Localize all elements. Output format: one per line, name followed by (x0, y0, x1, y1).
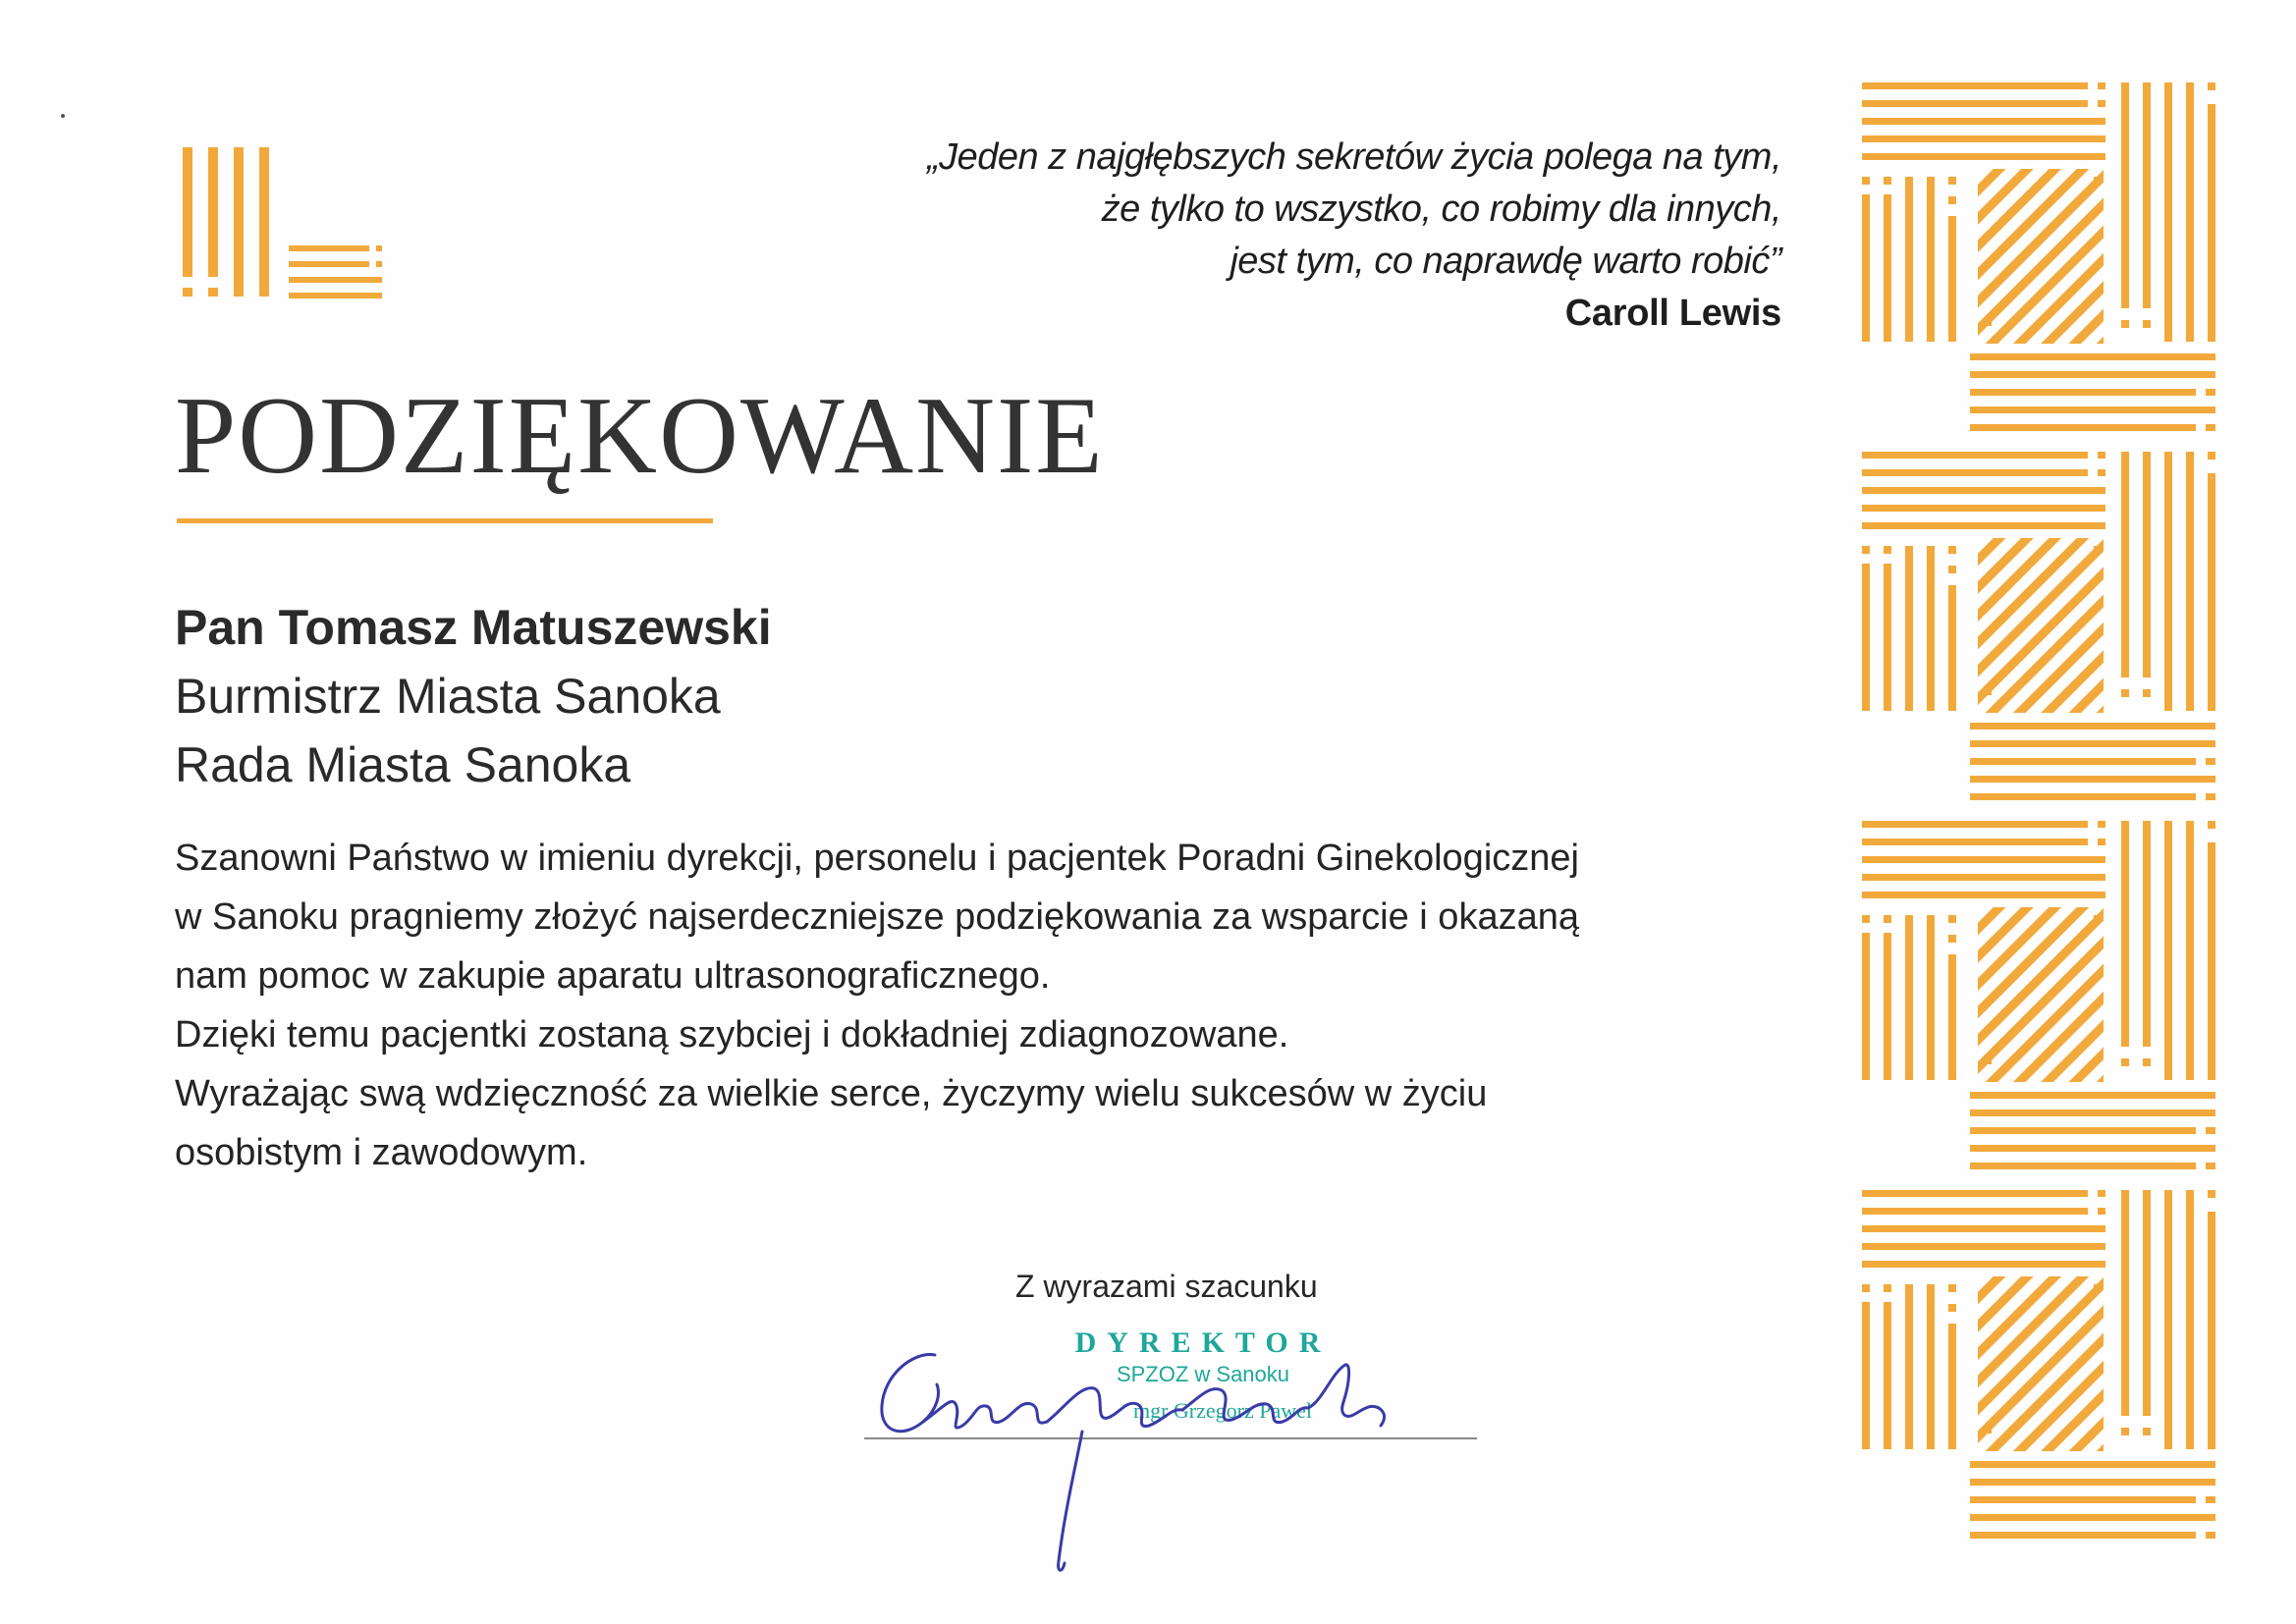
recipient-council: Rada Miasta Sanoka (175, 737, 631, 792)
stamp-title: DYREKTOR (1074, 1326, 1332, 1359)
decorative-pattern-icon (1862, 82, 2217, 1557)
page-title: PODZIĘKOWANIE (175, 375, 1105, 497)
body-line: nam pomoc w zakupie aparatu ultrasonograficznego. (175, 955, 1051, 997)
closing-phrase: Z wyrazami szacunku (1015, 1269, 1318, 1304)
signature-icon (854, 1316, 1404, 1581)
body-line: osobistym i zawodowym. (175, 1132, 588, 1173)
recipient-title: Burmistrz Miasta Sanoka (175, 669, 721, 724)
body-line: w Sanoku pragniemy złożyć najserdeczniejsze podziękowania za wsparcie i okazaną (175, 896, 1579, 938)
body-line: Szanowni Państwo w imieniu dyrekcji, personelu i pacjentek Poradni Ginekologicznej (175, 838, 1579, 879)
stamp-organization: SPZOZ w Sanoku (1116, 1362, 1290, 1386)
quote-line: jest tym, co naprawdę warto robić” (1230, 241, 1781, 282)
body-line: Dzięki temu pacjentki zostaną szybciej i dokładniej zdiagnozowane. (175, 1014, 1289, 1056)
letter-body (175, 829, 1766, 1182)
quote-line: „Jeden z najgłębszych sekretów życia polega na tym, (926, 136, 1781, 178)
title-underline (177, 518, 713, 523)
quote-line: że tylko to wszystko, co robimy dla innych, (1101, 189, 1781, 230)
recipients-block (175, 593, 772, 799)
quote-author: Caroll Lewis (1564, 293, 1781, 334)
body-line: Wyrażając swą wdzięczność za wielkie serce, życzymy wielu sukcesów w życiu (175, 1073, 1488, 1114)
stamp-person: mgr Grzegorz Pawel (1132, 1398, 1313, 1423)
scan-speck (61, 114, 65, 118)
logo-icon (183, 147, 389, 304)
epigraph-quote (701, 132, 1781, 340)
recipient-name: Pan Tomasz Matuszewski (175, 600, 772, 655)
